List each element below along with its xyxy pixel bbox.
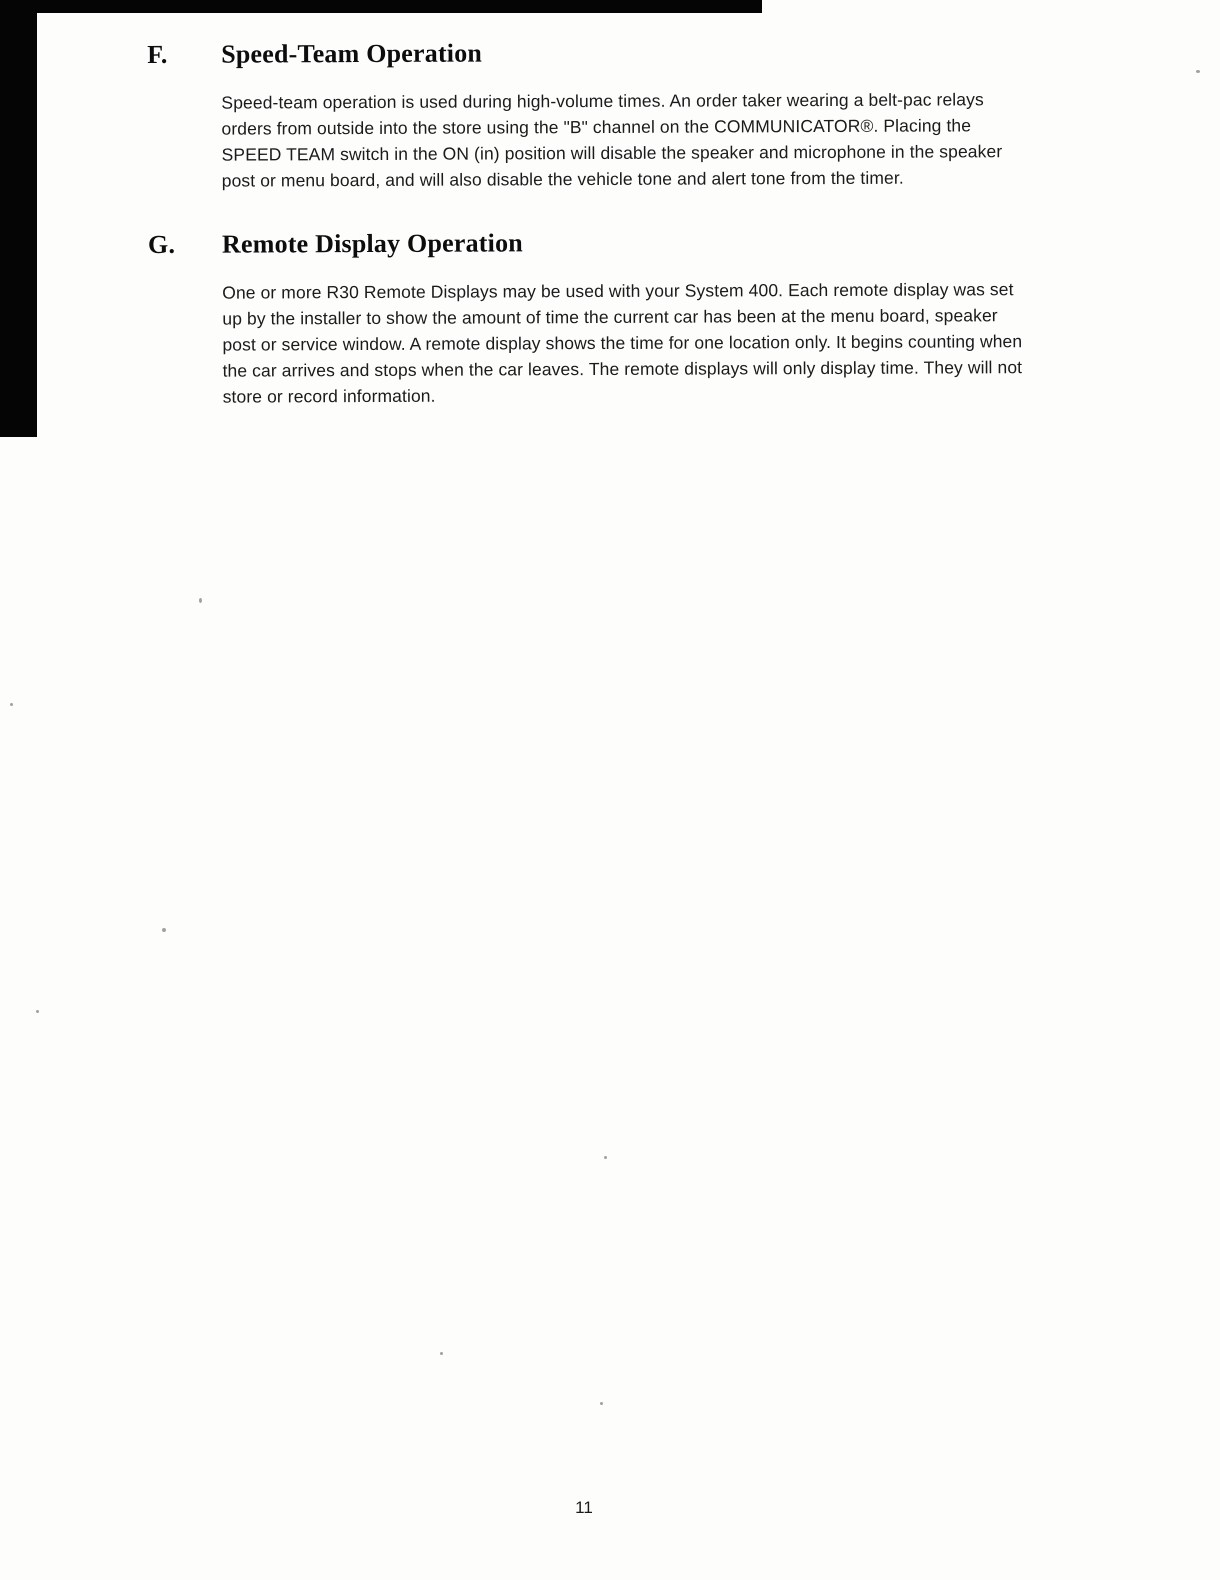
- scan-speck: [36, 1010, 39, 1013]
- scan-artifact-left-bar: [0, 0, 37, 437]
- scan-speck: [1196, 70, 1200, 73]
- scan-speck: [600, 1402, 603, 1405]
- scan-speck: [199, 598, 202, 603]
- section-letter: F.: [147, 39, 168, 69]
- section-title: Remote Display Operation: [221, 228, 523, 259]
- section-body-text: One or more R30 Remote Displays may be used with your System 400. Each remote display was set up by the installer to show the amount of time the current car has been at the menu board, speaker post or service window. A remote display shows the time for one location only. It begins counting when the car arrives and stops when the car leaves. The remote displays will only display time. They will not store or record information.: [222, 279, 1023, 407]
- section-body-text: Speed-team operation is used during high-volume times. An order taker wearing a belt-pac relays orders from outside into the store using the "B" channel on the COMMUNICATOR®. Placing the SPEED TEAM switch in the ON (in) position will disable the speaker and microphone in the speaker post or menu board, and will also disable the vehicle tone and alert tone from the timer.: [221, 89, 1003, 191]
- section-header: [147, 36, 1047, 70]
- scan-artifact-top-bar: [0, 0, 762, 13]
- section-title: Speed-Team Operation: [221, 38, 483, 69]
- page-number: 11: [575, 1498, 593, 1517]
- scan-speck: [604, 1156, 607, 1159]
- section-letter: G.: [147, 229, 176, 259]
- scan-speck: [440, 1352, 443, 1355]
- scan-speck: [10, 703, 13, 706]
- section-speed-team-operation: [147, 36, 1048, 194]
- scan-speck: [162, 928, 166, 932]
- section-header: [148, 226, 1048, 260]
- page-content: [147, 36, 1049, 446]
- section-remote-display-operation: [148, 226, 1049, 410]
